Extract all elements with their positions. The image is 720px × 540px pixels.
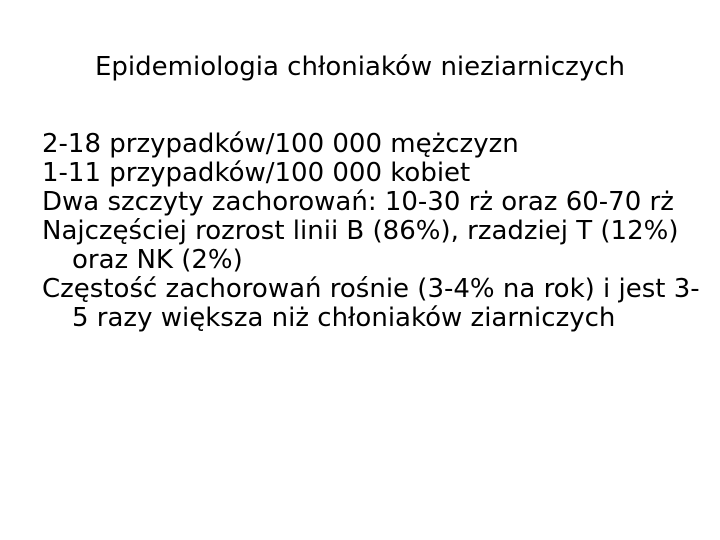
list-item-incidence-women: 1-11 przypadków/100 000 kobiet [42,158,471,188]
slide-title: Epidemiologia chłoniaków nieziarniczych [95,52,625,82]
list-item-incidence-men: 2-18 przypadków/100 000 mężczyzn [42,129,519,159]
list-item-frequency-trend: Częstość zachorowań rośnie (3-4% na rok) i jest 3-5 razy większa niż chłoniaków ziarniczych [42,274,700,333]
list-item-age-peaks: Dwa szczyty zachorowań: 10-30 rż oraz 60-70 rż [42,187,674,217]
slide-body [42,130,702,333]
list-item-cell-lineage: Najczęściej rozrost linii B (86%), rzadziej T (12%) oraz NK (2%) [42,216,679,275]
